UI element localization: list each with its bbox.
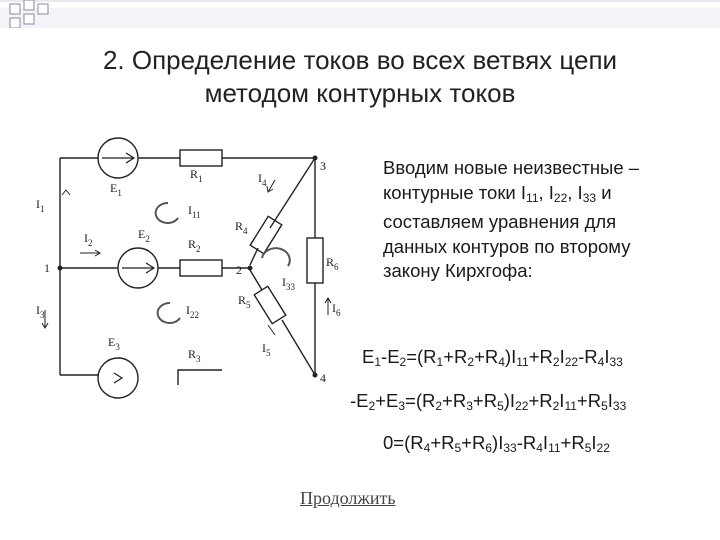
equation-term: +R	[443, 346, 468, 367]
equation-2	[350, 390, 626, 413]
loop-arrow-i11	[156, 203, 178, 223]
svg-text:E3: $E_3$	[108, 335, 120, 352]
equation-subscript: 2	[552, 355, 560, 369]
svg-text:3: 3	[320, 159, 326, 173]
equation-subscript: 1	[436, 355, 444, 369]
svg-text:I3: $I_3$	[36, 303, 45, 320]
loop-arrow-i22	[158, 303, 180, 323]
equation-term: I	[559, 390, 565, 411]
node-4	[313, 373, 318, 378]
description-text	[383, 156, 703, 284]
equation-subscript: 11	[564, 399, 577, 413]
equation-term: -R	[516, 432, 537, 453]
equation-subscript: 2	[467, 355, 475, 369]
equation-term: I	[559, 346, 565, 367]
equation-subscript: 4	[423, 441, 431, 455]
equation-subscript: 33	[503, 441, 517, 455]
description-line-4: данных контуров по второму	[383, 235, 631, 257]
equation-subscript: 33	[612, 399, 627, 413]
svg-text:1: 1	[44, 261, 50, 275]
svg-text:E1: $E_1$	[110, 181, 122, 198]
continue-link[interactable]: Продолжить	[300, 488, 396, 508]
resistor-r6	[307, 238, 323, 283]
equation-term: I	[591, 432, 597, 453]
node-3	[313, 156, 318, 161]
equation-subscript: 2	[552, 399, 560, 413]
svg-text:4: 4	[320, 371, 326, 385]
svg-text:I6: $I_6$	[332, 301, 341, 318]
slide-title	[60, 44, 660, 110]
svg-text:I2: $I_2$	[84, 231, 93, 248]
equation-term: 0=(R	[383, 432, 424, 453]
equation-term: -R	[578, 346, 598, 367]
svg-text:R3: $R_3$	[188, 347, 201, 364]
equation-subscript: 5	[601, 399, 608, 413]
equation-subscript: 5	[497, 399, 504, 413]
equation-subscript: 3	[466, 399, 473, 413]
equation-term: +R	[472, 390, 498, 411]
description-line-2: контурные токи $I_{11}$, $I_{22}$, $I_{33}$ и	[383, 181, 612, 205]
equation-term: +R	[474, 346, 499, 367]
equation-term: =(R	[406, 346, 437, 367]
resistor-r2	[180, 260, 222, 276]
equation-term: +R	[528, 346, 553, 367]
equation-term: +R	[528, 390, 553, 411]
equation-3	[383, 432, 610, 455]
description-line-1: Вводим новые неизвестные –	[383, 157, 640, 178]
equation-term: +R	[442, 390, 467, 411]
equation-term: -E	[381, 346, 400, 367]
corner-decoration	[0, 0, 720, 40]
node-1	[58, 266, 63, 271]
svg-text:I33: $I_{33}$	[282, 275, 295, 292]
arrow-i5	[268, 325, 275, 335]
equation-term: E	[362, 346, 375, 367]
svg-text:R5: $R_5$	[238, 293, 251, 310]
equation-subscript: 3	[398, 399, 406, 413]
equation-term: =(R	[405, 390, 436, 411]
equation-1	[362, 346, 623, 369]
svg-text:R1: $R_1$	[190, 167, 203, 184]
source-e3	[98, 358, 138, 398]
equation-subscript: 2	[399, 355, 407, 369]
svg-text:I5: $I_5$	[262, 341, 271, 358]
equation-term: )I	[492, 432, 504, 453]
equation-subscript: 33	[609, 355, 623, 369]
equation-term: )I	[504, 346, 517, 367]
title-line-1: 2. Определение токов во всех ветвях цепи	[102, 45, 618, 75]
equation-subscript: 11	[548, 441, 561, 455]
equation-term: I	[542, 432, 549, 453]
loop-arrow-i33	[262, 248, 290, 266]
equation-subscript: 1	[374, 355, 382, 369]
arrow-i1	[62, 190, 70, 195]
equation-term: +R	[461, 432, 486, 453]
equation-term: I	[607, 390, 613, 411]
resistor-r1	[180, 150, 222, 166]
equation-term: )I	[503, 390, 516, 411]
circuit-diagram	[0, 120, 380, 400]
equation-subscript: 6	[485, 441, 493, 455]
svg-text:I11: $I_{11}$	[188, 203, 201, 220]
svg-text:E2: $E_2$	[138, 227, 150, 244]
description-line-5: закону Кирхгофа:	[383, 260, 533, 281]
equation-subscript: 5	[584, 441, 592, 455]
equation-subscript: 11	[516, 355, 529, 369]
equation-term: -E	[350, 390, 369, 411]
equation-term: +E	[375, 390, 399, 411]
description-line-3: составляем уравнения для	[383, 211, 617, 232]
svg-text:R6: $R_6$	[326, 255, 339, 272]
equation-subscript: 4	[536, 441, 543, 455]
equation-term: +R	[430, 432, 455, 453]
equation-subscript: 22	[596, 441, 610, 455]
equation-subscript: 22	[515, 399, 529, 413]
svg-text:2: 2	[236, 263, 242, 277]
node-2	[248, 266, 253, 271]
title-line-2: методом контурных токов	[204, 78, 516, 108]
equation-subscript: 22	[564, 355, 579, 369]
equation-subscript: 4	[597, 355, 605, 369]
equation-term: I	[604, 346, 610, 367]
equation-subscript: 5	[454, 441, 462, 455]
equation-subscript: 2	[435, 399, 443, 413]
equation-term: +R	[560, 432, 585, 453]
equation-subscript: 2	[368, 399, 376, 413]
svg-text:R4: $R_4$	[235, 219, 248, 236]
svg-text:R2: $R_2$	[188, 237, 201, 254]
svg-text:I1: $I_1$	[36, 197, 45, 214]
resistor-r5	[254, 286, 286, 323]
svg-text:I22: $I_{22}$	[186, 303, 199, 320]
svg-text:I4: $I_4$	[258, 171, 267, 188]
equation-term: +R	[576, 390, 602, 411]
equation-subscript: 4	[498, 355, 505, 369]
